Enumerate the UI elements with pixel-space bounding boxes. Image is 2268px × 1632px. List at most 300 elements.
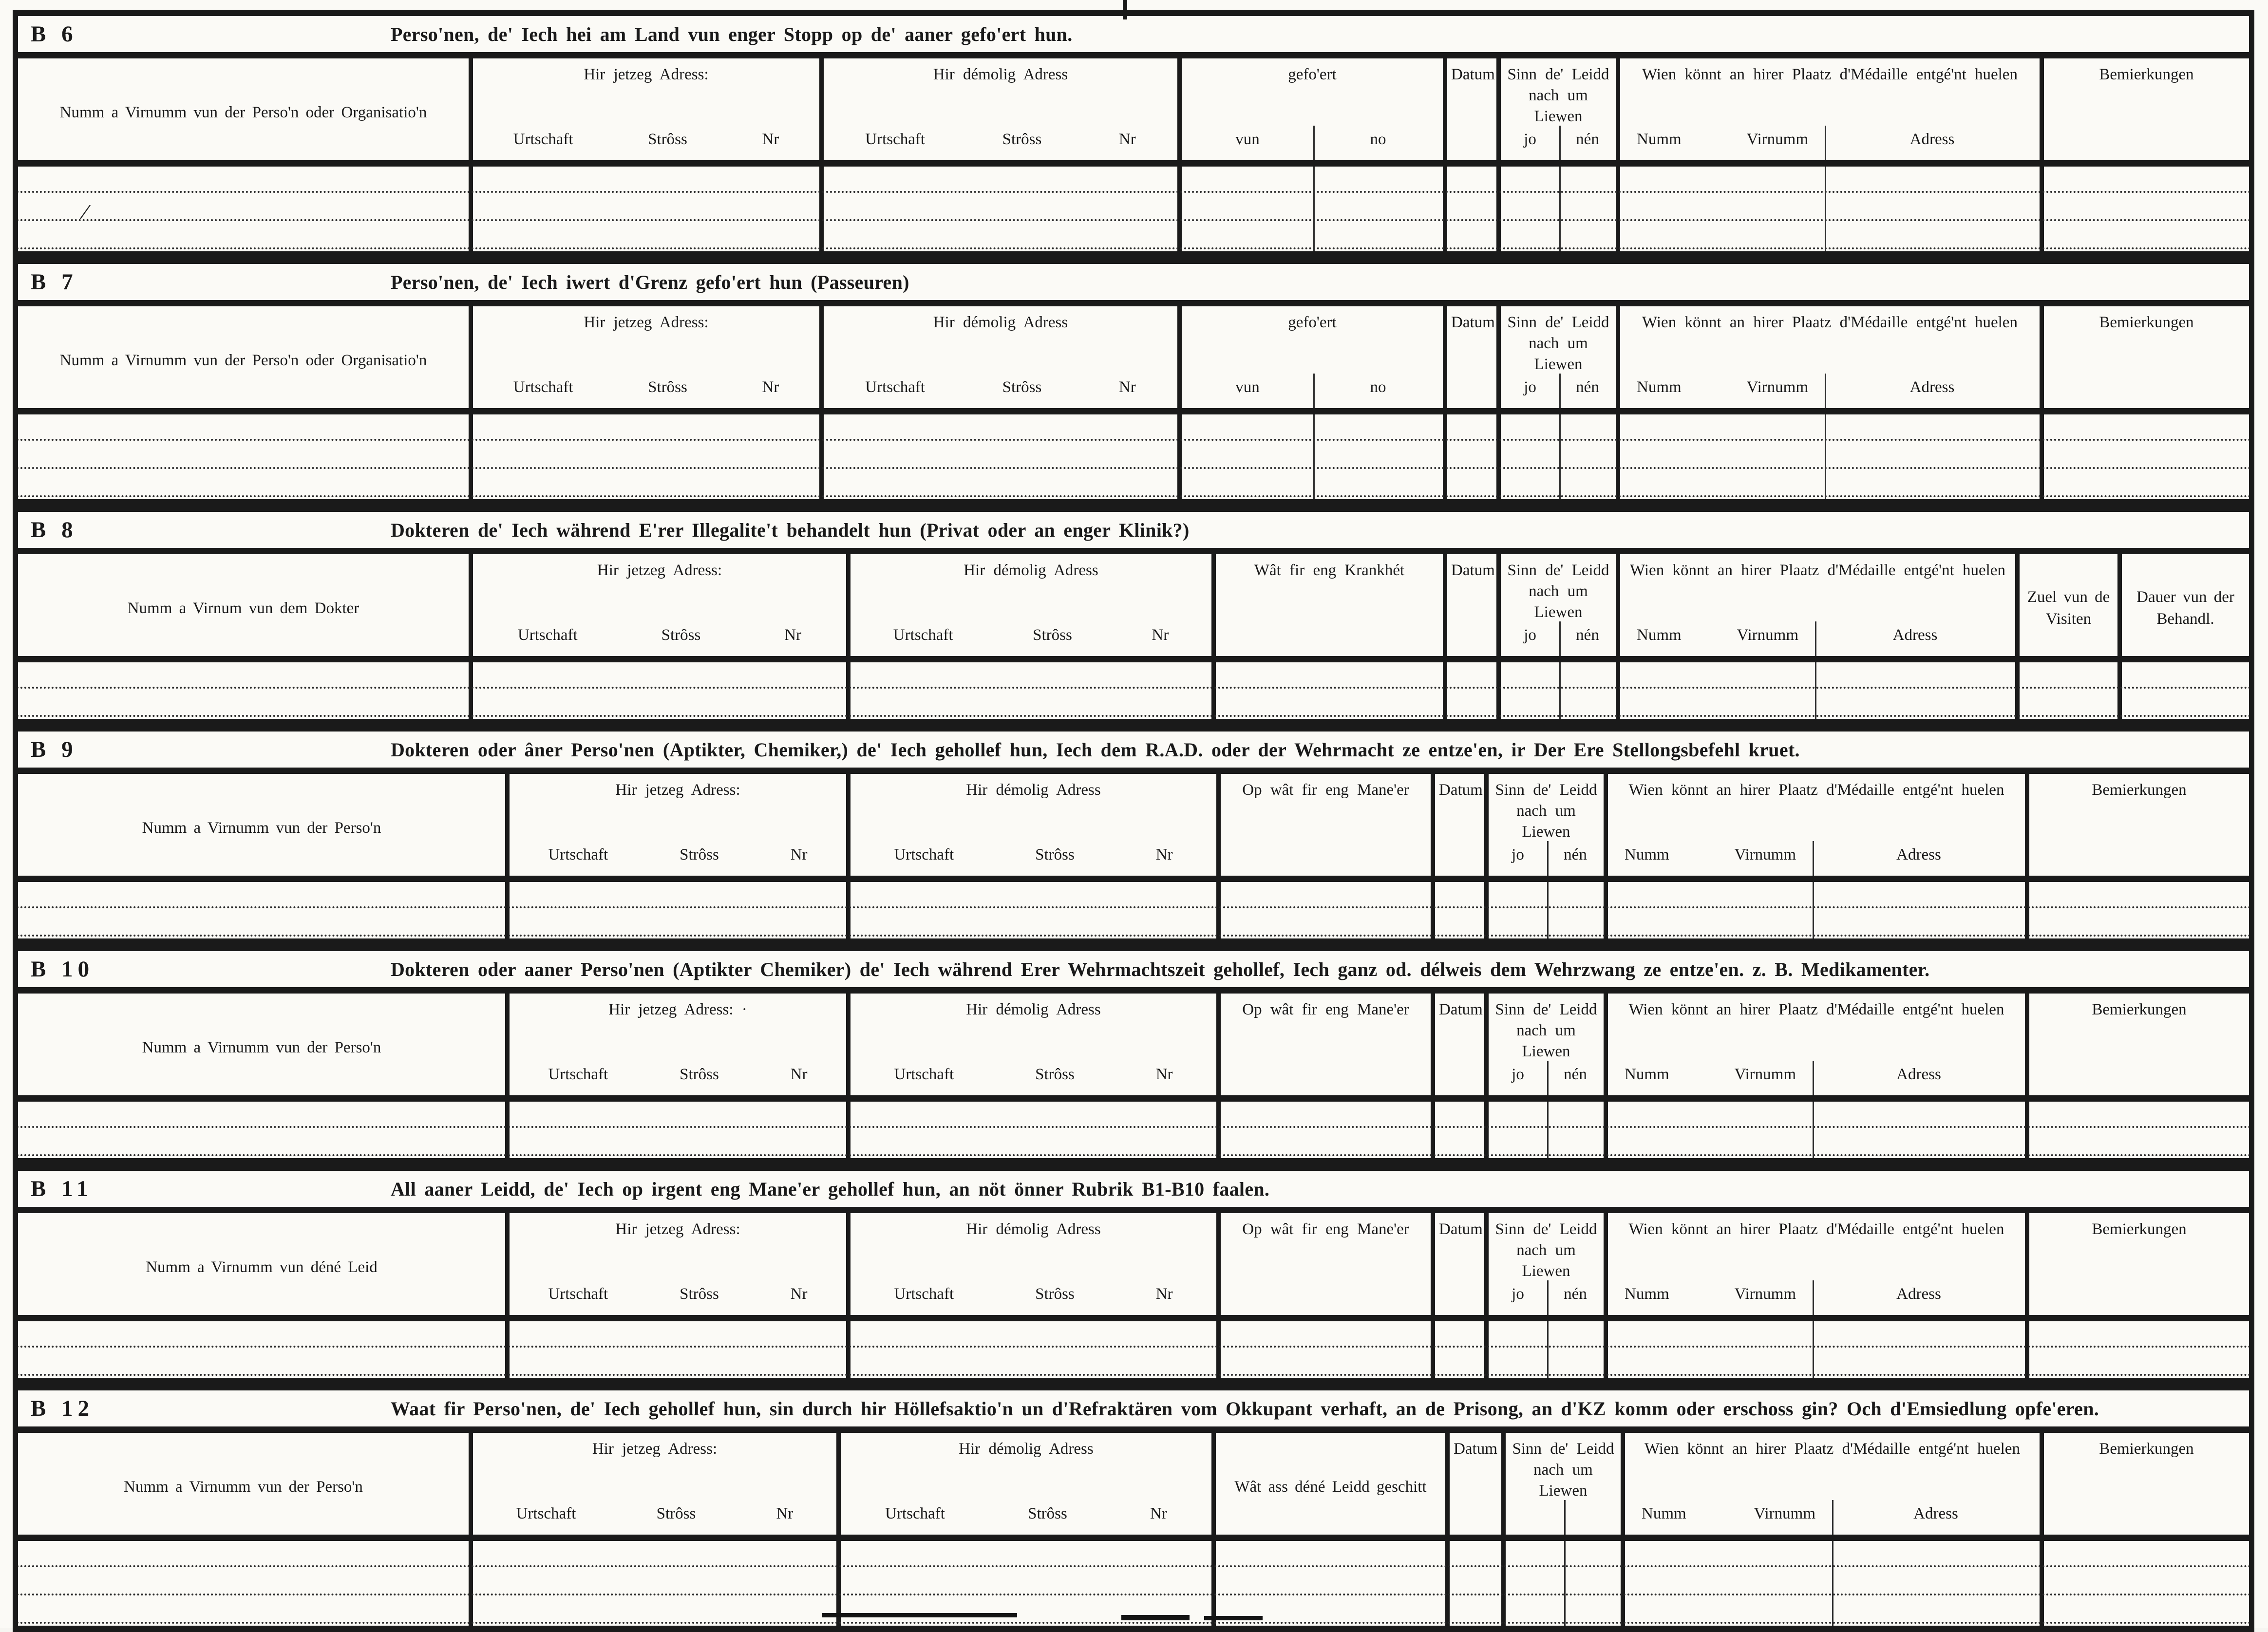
- entry-line: [1606, 906, 2026, 908]
- entry-line: [1446, 219, 1498, 221]
- column-label: Wien könnt an hirer Plaatz d'Médaille entgé'nt huelen: [1644, 1440, 2020, 1458]
- subcolumn-label: Nr: [790, 1285, 808, 1303]
- column-bemierkungen: [2025, 1213, 2249, 1378]
- column-numm-a-virnumm-vun-der-perso-n-oder-organi: [18, 306, 469, 499]
- subcolumn-divider: [1559, 126, 1561, 251]
- entry-line: [2042, 219, 2249, 221]
- column-bemierkungen: [2025, 774, 2249, 938]
- column-label: Op wât fir eng Mane'er: [1242, 781, 1409, 799]
- column-subheaders: [1608, 1285, 2025, 1308]
- entry-line: [1619, 219, 2041, 221]
- entry-line: [472, 715, 848, 717]
- subcolumn-divider: [1313, 126, 1315, 251]
- section-b-9: [13, 725, 2254, 945]
- column-label: Wien könnt an hirer Plaatz d'Médaille entgé'nt huelen: [1628, 1001, 2004, 1018]
- entry-line: [839, 1622, 1213, 1624]
- entry-line: [849, 687, 1213, 689]
- section-id: B 10: [31, 957, 94, 982]
- subcolumn-label: Strôss: [680, 1285, 719, 1303]
- entry-line: [508, 906, 848, 908]
- header-body-divider: [18, 656, 2249, 662]
- entry-line: [1619, 439, 2041, 441]
- entry-line: [508, 1126, 848, 1128]
- subcolumn-label-pair: [1608, 1285, 1813, 1308]
- entry-line: [1446, 247, 1498, 249]
- entry-line: [18, 906, 507, 908]
- subcolumn-label: jo: [1512, 1066, 1524, 1083]
- subcolumn-divider: [1559, 621, 1561, 719]
- entry-line: [18, 247, 470, 249]
- entry-line: [2120, 687, 2249, 689]
- subcolumn-divider: [1547, 1061, 1549, 1158]
- subcolumn-label: Nr: [790, 1066, 808, 1083]
- header-body-divider: [18, 876, 2249, 882]
- entry-line: [1180, 219, 1444, 221]
- entry-line: [18, 1374, 507, 1376]
- entry-line: [849, 1374, 1218, 1376]
- entry-line: [2028, 1374, 2249, 1376]
- entry-line: [18, 1622, 470, 1624]
- entry-line: [839, 1565, 1213, 1567]
- section-b-12: [13, 1384, 2254, 1632]
- subcolumn-label: Strôss: [680, 1066, 719, 1083]
- subcolumn-label: nén: [1564, 1066, 1587, 1083]
- section-id: B 12: [31, 1396, 94, 1421]
- subcolumn-label: Urtschaft: [513, 378, 573, 396]
- subcolumn-label-pair: [1620, 626, 1815, 649]
- entry-line: [18, 715, 470, 717]
- subcolumn-label: Virnumm: [1754, 1505, 1815, 1522]
- column-subheaders: [473, 131, 819, 153]
- column-hir-d-molig-adress: [846, 994, 1216, 1158]
- section-title: Waat fir Perso'nen, de' Iech gehollef hun, sin durch hir Höllefsaktio'n un d'Refraktären vom Okkupant verhaft, an de Prisong, an d'KZ komm oder erschoss gin? Och d'Emsiedlung opfe'eren.: [391, 1397, 2099, 1420]
- column-label: Hir démolig Adress: [959, 1440, 1094, 1458]
- entry-line: [2028, 906, 2249, 908]
- column-datum: [1431, 774, 1484, 938]
- column-op-w-t-fir-eng-mane-er: [1216, 774, 1431, 938]
- column-hir-jetzeg-adress: [505, 1213, 846, 1378]
- entry-line: [18, 687, 470, 689]
- section-title: Dokteren de' Iech während E'rer Illegalite't behandelt hun (Privat oder an enger Klinik?): [391, 519, 1190, 541]
- entry-line: [822, 191, 1179, 193]
- column-label: Datum: [1439, 781, 1483, 799]
- column-hir-d-molig-adress: [846, 554, 1211, 719]
- column-label: Bemierkungen: [2092, 1220, 2187, 1238]
- subcolumn-label: Adress: [1909, 131, 1955, 148]
- subcolumn-label-pair: [1608, 1066, 1813, 1088]
- subcolumn-label: Adress: [1896, 846, 1941, 863]
- column-subheaders: [1501, 378, 1616, 401]
- column-label: Numm a Virnumm vun der Perso'n: [142, 1038, 381, 1056]
- column-wien-k-nnt-an-hirer-plaatz-d-m-daille-entg: [1604, 994, 2025, 1158]
- section-table: [18, 994, 2249, 1164]
- column-label: Hir démolig Adress: [964, 562, 1098, 579]
- subcolumn-label: Nr: [1155, 846, 1173, 863]
- subcolumn-label: no: [1370, 131, 1386, 148]
- handwritten-mark: /: [80, 199, 90, 225]
- subcolumn-label: Strôss: [656, 1505, 696, 1522]
- column-subheaders: [850, 1285, 1216, 1308]
- subcolumn-label: Numm: [1637, 626, 1682, 644]
- section-table: [18, 306, 2249, 506]
- entry-line: [1499, 687, 1617, 689]
- entry-line: [849, 715, 1213, 717]
- entry-line: [1504, 1594, 1622, 1595]
- section-title: Perso'nen, de' Iech iwert d'Grenz gefo'ert hun (Passeuren): [391, 271, 909, 293]
- column-label: Wât ass déné Leidd geschitt: [1234, 1478, 1427, 1496]
- entry-line: [1434, 1154, 1486, 1156]
- subcolumn-label: Nr: [1150, 1505, 1167, 1522]
- column-label: Sinn de' Leidd nach um Liewen: [1495, 1001, 1597, 1060]
- entry-line: [1219, 935, 1432, 937]
- entry-line: [2042, 439, 2249, 441]
- column-sinn-de-leidd-nach-um-liewen: [1496, 306, 1616, 499]
- subcolumn-label: jo: [1512, 1285, 1524, 1303]
- entry-line: [2042, 1594, 2249, 1595]
- entry-line: [472, 439, 821, 441]
- subcolumn-label: nén: [1576, 626, 1599, 644]
- entry-line: [1606, 1374, 2026, 1376]
- column-hir-d-molig-adress: [846, 774, 1216, 938]
- subcolumn-label: Nr: [1155, 1285, 1173, 1303]
- subcolumn-label: Urtschaft: [894, 1285, 954, 1303]
- section-title: Dokteren oder âner Perso'nen (Aptikter, Chemiker,) de' Iech gehollef hun, Iech dem R.A.D. oder der Wehrmacht ze entze'en, ir Der Ere Stellongsbefehl kruet.: [391, 738, 1800, 761]
- column-op-w-t-fir-eng-mane-er: [1216, 1213, 1431, 1378]
- subcolumn-divider: [1547, 841, 1549, 938]
- column-numm-a-virnumm-vun-der-perso-n: [18, 994, 505, 1158]
- entry-line: [18, 439, 470, 441]
- column-sinn-de-leidd-nach-um-liewen: [1496, 554, 1616, 719]
- entry-line: [822, 439, 1179, 441]
- subcolumn-divider: [1832, 1500, 1833, 1626]
- entry-line: [1180, 495, 1444, 497]
- entry-line: [1606, 1126, 2026, 1128]
- column-label: Datum: [1451, 314, 1495, 331]
- entry-line: [1487, 1126, 1605, 1128]
- subcolumn-label: Nr: [776, 1505, 794, 1522]
- subcolumn-divider: [1547, 1280, 1549, 1378]
- subcolumn-label: vun: [1235, 131, 1260, 148]
- subcolumn-label: Numm: [1625, 846, 1669, 863]
- entry-line: [1434, 1346, 1486, 1348]
- column-label: Numm a Virnumm vun der Perso'n oder Organisatio'n: [59, 351, 427, 369]
- entry-line: [18, 495, 470, 497]
- column-numm-a-virnum-vun-dem-dokter: [18, 554, 469, 719]
- entry-line: [1214, 715, 1444, 717]
- column-label: Dauer vun der Behandl.: [2136, 588, 2234, 628]
- column-sinn-de-leidd-nach-um-liewen: [1501, 1433, 1621, 1626]
- entry-line: [472, 495, 821, 497]
- ink-smudge: [1204, 1616, 1263, 1620]
- subcolumn-label: nén: [1576, 378, 1599, 396]
- entry-line: [1606, 1154, 2026, 1156]
- column-subheaders: [1620, 626, 2015, 649]
- subcolumn-label: Strôss: [1002, 131, 1042, 148]
- column-subheaders: [1489, 846, 1604, 868]
- column-subheaders: [510, 846, 846, 868]
- section-table: [18, 1433, 2249, 1632]
- column-subheaders: [1501, 131, 1616, 153]
- column-hir-jetzeg-adress: [505, 994, 846, 1158]
- entry-line: [1434, 1126, 1486, 1128]
- entry-line: [472, 687, 848, 689]
- column-label: Datum: [1454, 1440, 1497, 1458]
- column-sinn-de-leidd-nach-um-liewen: [1484, 994, 1604, 1158]
- column-subheaders: [824, 378, 1177, 401]
- section-titlebar: [18, 945, 2249, 994]
- entry-line: [1434, 935, 1486, 937]
- subcolumn-label: Nr: [1118, 131, 1136, 148]
- entry-line: [822, 467, 1179, 469]
- entry-line: [2028, 935, 2249, 937]
- entry-line: [472, 467, 821, 469]
- subcolumn-divider: [1813, 1061, 1814, 1158]
- subcolumn-divider: [1564, 1500, 1566, 1626]
- column-subheaders: [850, 846, 1216, 868]
- column-label: Datum: [1451, 66, 1495, 83]
- column-hir-d-molig-adress: [819, 58, 1177, 251]
- section-table: [18, 1213, 2249, 1384]
- subcolumn-divider: [1825, 374, 1826, 499]
- entry-line: [1214, 687, 1444, 689]
- column-sinn-de-leidd-nach-um-liewen: [1484, 774, 1604, 938]
- column-label: Hir jetzeg Adress:: [615, 1220, 740, 1238]
- section-id: B 11: [31, 1176, 93, 1201]
- entry-line: [1499, 495, 1617, 497]
- section-table: [18, 58, 2249, 258]
- entry-line: [472, 1622, 838, 1624]
- entry-line: [18, 1565, 470, 1567]
- column-gefo-ert: [1177, 58, 1443, 251]
- section-titlebar: [18, 10, 2249, 58]
- section-b-11: [13, 1164, 2254, 1384]
- column-subheaders: [841, 1505, 1211, 1527]
- column-label: Hir jetzeg Adress:: [592, 1440, 718, 1458]
- column-label: Sinn de' Leidd nach um Liewen: [1507, 66, 1609, 125]
- subcolumn-label: Strôss: [1035, 846, 1075, 863]
- entry-line: [508, 1374, 848, 1376]
- entry-line: [2028, 1154, 2249, 1156]
- entry-line: [1487, 1374, 1605, 1376]
- column-subheaders: [1501, 626, 1616, 649]
- subcolumn-label: Nr: [1152, 626, 1169, 644]
- entry-line: [1219, 1154, 1432, 1156]
- column-label: Wien könnt an hirer Plaatz d'Médaille entgé'nt huelen: [1642, 66, 2018, 83]
- column-subheaders: [1620, 131, 2040, 153]
- column-subheaders: [510, 1285, 846, 1308]
- subcolumn-label: Urtschaft: [885, 1505, 945, 1522]
- column-label: Bemierkungen: [2099, 1440, 2194, 1458]
- section-titlebar: [18, 725, 2249, 774]
- entry-line: [1619, 495, 2041, 497]
- column-bemierkungen: [2040, 58, 2249, 251]
- entry-line: [849, 1154, 1218, 1156]
- entry-line: [1446, 495, 1498, 497]
- subcolumn-divider: [1313, 374, 1315, 499]
- entry-line: [2018, 687, 2119, 689]
- column-label: Sinn de' Leidd nach um Liewen: [1507, 562, 1609, 621]
- column-label: Hir jetzeg Adress:: [584, 314, 709, 331]
- section-b-8: [13, 506, 2254, 725]
- subcolumn-label: Strôss: [648, 378, 687, 396]
- ink-smudge: [822, 1613, 1017, 1617]
- column-hir-d-molig-adress: [846, 1213, 1216, 1378]
- entry-line: [472, 219, 821, 221]
- entry-line: [1180, 439, 1444, 441]
- column-label: Wien könnt an hirer Plaatz d'Médaille entgé'nt huelen: [1628, 1220, 2004, 1238]
- entry-line: [849, 1346, 1218, 1348]
- column-label: Sinn de' Leidd nach um Liewen: [1512, 1440, 1614, 1500]
- entry-line: [1448, 1565, 1503, 1567]
- header-body-divider: [18, 408, 2249, 414]
- entry-line: [1448, 1622, 1503, 1624]
- subcolumn-label: no: [1370, 378, 1386, 396]
- entry-line: [508, 1346, 848, 1348]
- entry-line: [1446, 715, 1498, 717]
- subcolumn-label: Nr: [784, 626, 802, 644]
- column-label: Sinn de' Leidd nach um Liewen: [1495, 781, 1597, 841]
- entry-line: [1487, 1154, 1605, 1156]
- entry-line: [1619, 467, 2041, 469]
- subcolumn-divider: [1813, 1280, 1814, 1378]
- column-wien-k-nnt-an-hirer-plaatz-d-m-daille-entg: [1616, 306, 2040, 499]
- column-label: Wien könnt an hirer Plaatz d'Médaille entgé'nt huelen: [1642, 314, 2018, 331]
- section-id: B 9: [31, 737, 78, 762]
- entry-line: [2042, 247, 2249, 249]
- column-label: Hir démolig Adress: [966, 781, 1101, 799]
- entry-line: [1180, 467, 1444, 469]
- column-label: Hir jetzeg Adress:: [597, 562, 722, 579]
- entry-line: [1448, 1594, 1503, 1595]
- column-hir-jetzeg-adress: [469, 1433, 836, 1626]
- column-bemierkungen: [2040, 306, 2249, 499]
- column-subheaders: [1489, 1066, 1604, 1088]
- entry-line: [1219, 1126, 1432, 1128]
- column-label: Hir démolig Adress: [933, 314, 1068, 331]
- subcolumn-label: Strôss: [680, 846, 719, 863]
- entry-line: [2042, 1622, 2249, 1624]
- column-label: Zuel vun de Visiten: [2027, 588, 2110, 628]
- entry-line: [18, 1594, 470, 1595]
- header-body-divider: [18, 1315, 2249, 1321]
- entry-line: [1446, 687, 1498, 689]
- entry-line: [2042, 467, 2249, 469]
- column-label: Numm a Virnumm vun déné Leid: [146, 1258, 378, 1276]
- entry-line: [822, 247, 1179, 249]
- column-label: Bemierkungen: [2092, 781, 2187, 799]
- entry-line: [849, 935, 1218, 937]
- subcolumn-label: jo: [1524, 626, 1536, 644]
- section-titlebar: [18, 1164, 2249, 1213]
- subcolumn-label: Nr: [762, 131, 779, 148]
- subcolumn-label: [1506, 1505, 1564, 1527]
- entry-line: [472, 1565, 838, 1567]
- column-gefo-ert: [1177, 306, 1443, 499]
- subcolumn-label: Strôss: [661, 626, 701, 644]
- column-dauer-vun-der-behandl: [2117, 554, 2249, 719]
- section-b-6: [13, 10, 2254, 258]
- column-sinn-de-leidd-nach-um-liewen: [1484, 1213, 1604, 1378]
- entry-line: [2042, 495, 2249, 497]
- column-label: Hir démolig Adress: [933, 66, 1068, 83]
- header-body-divider: [18, 1535, 2249, 1541]
- entry-line: [472, 247, 821, 249]
- entry-line: [18, 1346, 507, 1348]
- column-label: Numm a Virnum vun dem Dokter: [127, 599, 359, 617]
- entry-line: [1219, 906, 1432, 908]
- entry-line: [2042, 191, 2249, 193]
- subcolumn-label: Strôss: [1028, 1505, 1067, 1522]
- entry-line: [508, 1154, 848, 1156]
- section-titlebar: [18, 1384, 2249, 1433]
- column-label: Wien könnt an hirer Plaatz d'Médaille entgé'nt huelen: [1628, 781, 2004, 799]
- subcolumn-label: Numm: [1637, 131, 1682, 148]
- entry-line: [1434, 906, 1486, 908]
- column-wien-k-nnt-an-hirer-plaatz-d-m-daille-entg: [1616, 58, 2040, 251]
- column-datum: [1431, 1213, 1484, 1378]
- subcolumn-divider: [1825, 126, 1826, 251]
- subcolumn-label: jo: [1524, 131, 1536, 148]
- column-wien-k-nnt-an-hirer-plaatz-d-m-daille-entg: [1616, 554, 2015, 719]
- entry-line: [2120, 715, 2249, 717]
- entry-line: [1446, 439, 1498, 441]
- entry-line: [18, 191, 470, 193]
- column-hir-d-molig-adress: [819, 306, 1177, 499]
- entry-line: [508, 935, 848, 937]
- column-label: Datum: [1439, 1220, 1483, 1238]
- subcolumn-divider: [1815, 621, 1816, 719]
- column-subheaders: [1489, 1285, 1604, 1308]
- column-hir-jetzeg-adress: [505, 774, 846, 938]
- column-label: Hir jetzeg Adress:: [584, 66, 709, 83]
- column-subheaders: [510, 1066, 846, 1088]
- column-label: Bemierkungen: [2099, 314, 2194, 331]
- column-subheaders: [1182, 131, 1443, 153]
- ink-smudge: [1121, 1615, 1190, 1620]
- column-label: Sinn de' Leidd nach um Liewen: [1495, 1220, 1597, 1280]
- section-id: B 8: [31, 517, 78, 543]
- column-subheaders: [850, 626, 1211, 649]
- entry-line: [1504, 1622, 1622, 1624]
- entry-line: [1619, 247, 2041, 249]
- column-hir-jetzeg-adress: [469, 306, 819, 499]
- subcolumn-label: Virnumm: [1746, 378, 1808, 396]
- header-body-divider: [18, 160, 2249, 167]
- entry-line: [1487, 935, 1605, 937]
- form: [13, 10, 2254, 1632]
- entry-line: [1499, 219, 1617, 221]
- entry-line: [1487, 1346, 1605, 1348]
- subcolumn-label: Nr: [1155, 1066, 1173, 1083]
- subcolumn-label: Urtschaft: [516, 1505, 576, 1522]
- subcolumn-label: Numm: [1625, 1066, 1669, 1083]
- section-title: Dokteren oder aaner Perso'nen (Aptikter Chemiker) de' Iech während Erer Wehrmachtszeit gehollef, Iech ganz od. délweis dem Wehrzwang ze entze'en. z. B. Medikamenter.: [391, 958, 1930, 980]
- subcolumn-label: Urtschaft: [517, 626, 578, 644]
- subcolumn-label: Urtschaft: [548, 1285, 608, 1303]
- section-table: [18, 554, 2249, 725]
- column-subheaders: [824, 131, 1177, 153]
- entry-line: [1180, 191, 1444, 193]
- subcolumn-label-pair: [1620, 378, 1825, 401]
- column-label: Wât fir eng Krankhét: [1254, 562, 1405, 579]
- column-label: Numm a Virnumm vun der Perso'n: [142, 819, 381, 837]
- column-w-t-ass-d-n-leidd-geschitt: [1211, 1433, 1445, 1626]
- subcolumn-label: Adress: [1892, 626, 1938, 644]
- entry-line: [1499, 247, 1617, 249]
- subcolumn-label: Numm: [1642, 1505, 1686, 1522]
- subcolumn-label: Adress: [1896, 1066, 1941, 1083]
- column-w-t-fir-eng-krankh-t: [1211, 554, 1443, 719]
